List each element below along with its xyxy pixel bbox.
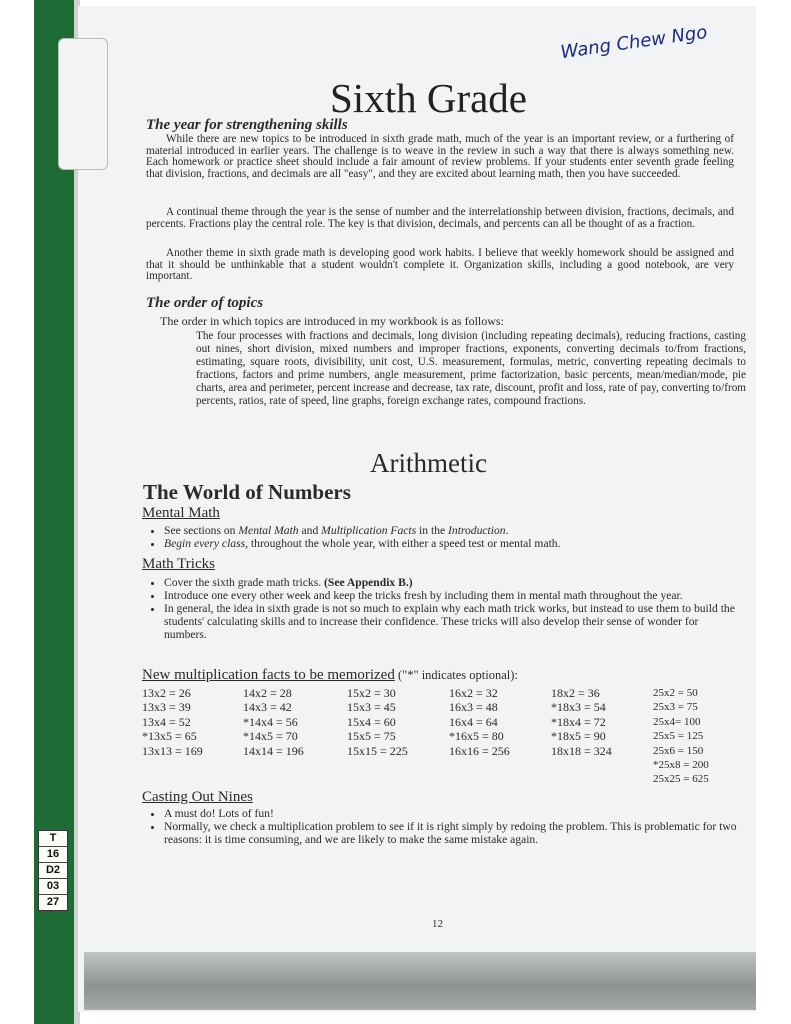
spine-label-line: 27: [39, 894, 67, 910]
fact: 16x16 = 256: [449, 743, 510, 758]
fact: 13x13 = 169: [142, 743, 203, 758]
section-heading: The World of Numbers: [143, 480, 351, 504]
bullet-list: [142, 807, 744, 846]
fact: 15x3 = 45: [347, 700, 396, 715]
fact: 14x2 = 28: [243, 686, 292, 700]
facts-column: [347, 686, 408, 758]
fact: *18x5 = 90: [551, 729, 606, 744]
list-item: [164, 576, 744, 589]
spine-label-line: 16: [39, 846, 67, 862]
bullet-text: throughout the whole year, with either a speed test or mental math.: [248, 537, 561, 550]
chapter-heading: Arithmetic: [370, 448, 487, 478]
page-number: 12: [432, 918, 443, 930]
subheading-math-tricks: Math Tricks: [142, 556, 215, 572]
fact: 14x14 = 196: [243, 743, 304, 758]
fact: 13x4 = 52: [142, 714, 191, 729]
fact: 15x5 = 75: [347, 729, 396, 744]
bullet-text: and: [298, 524, 322, 537]
fact: 18x18 = 324: [551, 743, 612, 758]
handwritten-signature: Wang Chew Ngo: [559, 21, 709, 64]
fact: *13x5 = 65: [142, 729, 197, 744]
bullet-text: .: [505, 524, 509, 537]
bullet-emphasis: Introduction: [448, 524, 506, 537]
fact: 15x2 = 30: [347, 686, 396, 700]
facts-column: [653, 686, 709, 787]
fact: 16x2 = 32: [449, 686, 498, 700]
mult-facts-heading: [142, 666, 518, 684]
facts-column: [243, 686, 304, 758]
topics-list: The four processes with fractions and decimals, long division (including repeating decimals), reducing fractions, casting out nines, short division, mixed numbers and improper fractions, exponents, converting decimals to/from fractions, estimating, square roots, divisibility, unit cost, U.S. measurement, formulas, metric, converting repeating decimals to fractions, factors and prime numbers, angle measurement, prime factorization, basic percents, mean/median/mode, pie charts, area and perimeter, percent increase and decrease, tax rate, discount, profit and loss, rate of pay, converting to/from percents, ratios, rate of speed, line graphs, foreign exchange rates, compound fractions.: [196, 330, 746, 407]
bullet-emphasis: Mental Math: [238, 524, 299, 537]
subheading-casting-out-nines: Casting Out Nines: [142, 789, 253, 805]
facts-column: [551, 686, 612, 758]
fact: 15x15 = 225: [347, 743, 408, 758]
fact: 15x4 = 60: [347, 714, 396, 729]
fact: 16x4 = 64: [449, 714, 498, 729]
page-title: Sixth Grade: [330, 75, 527, 121]
fact: 13x3 = 39: [142, 700, 191, 715]
list-item: [164, 524, 744, 537]
subheading-mental-math: Mental Math: [142, 505, 220, 521]
mult-facts-note: ("*" indicates optional):: [394, 668, 518, 682]
section-heading-year: The year for strengthening skills: [146, 117, 348, 133]
bullet-text: See sections on: [164, 524, 239, 537]
fact: 25x4= 100: [653, 715, 701, 728]
paragraph: A continual theme through the year is the sense of number and the interrelationship between division, fractions, decimals, and percents. Fractions play the central role. The key is that division, decimals, and percents can all be thought of as a fraction.: [146, 206, 734, 230]
list-item: • In general, the idea in sixth grade is not so much to explain why each math trick works, but instead to use them to build the students' calculating skills and to increase their confidence. These tricks will also develop their sense of wonder for numbers.: [164, 602, 744, 641]
fact: *14x4 = 56: [243, 714, 298, 729]
paragraph: While there are new topics to be introduced in sixth grade math, much of the year is an important review, or a furthering of material introduced in earlier years. The challenge is to weave in the review in such a way that there is always something new. Each homework or practice sheet should include a fair amount of review problems. If your students enter seventh grade feeling that division, fractions, and decimals are all "easy", and they are excited about learning math, then you have succeeded.: [146, 133, 734, 181]
fact: *14x5 = 70: [243, 729, 298, 744]
fact: *18x4 = 72: [551, 714, 606, 729]
list-item: • A must do! Lots of fun!: [164, 807, 744, 820]
fact: 25x3 = 75: [653, 701, 698, 714]
section-heading-order: The order of topics: [146, 295, 264, 311]
paragraph: Another theme in sixth grade math is developing good work habits. I believe that weekly homework should be assigned and that it should be unthinkable that a student wouldn't complete it. Organization skills, including a good notebook, are very important.: [146, 247, 734, 283]
fact: *16x5 = 80: [449, 729, 504, 744]
spine-label-line: 03: [39, 878, 67, 894]
bullet-text: in the: [416, 524, 449, 537]
fact: 14x3 = 42: [243, 700, 292, 715]
fact: 18x2 = 36: [551, 686, 600, 700]
fact: 25x2 = 50: [653, 687, 698, 699]
scan-shadow: [84, 952, 756, 1010]
fact: 13x2 = 26: [142, 686, 191, 700]
paragraph: The order in which topics are introduced in my workbook is as follows:: [160, 314, 504, 328]
library-spine-label: [38, 830, 68, 911]
bullet-list: [142, 524, 744, 550]
facts-column: [449, 686, 510, 758]
list-item: • Normally, we check a multiplication problem to see if it is right simply by redoing the problem. This is problematic for two reasons: it is time consuming, and we are likely to make the same mistake again.: [164, 820, 744, 846]
list-item: • Introduce one every other week and keep the tricks fresh by including them in mental math throughout the year.: [164, 589, 744, 602]
spine-label-line: T: [49, 832, 57, 844]
fact: 25x25 = 625: [653, 773, 709, 786]
fact: 25x6 = 150: [653, 744, 704, 757]
bullet-emphasis: Begin every class,: [164, 537, 249, 550]
facts-column: [142, 686, 203, 758]
list-item: [164, 537, 744, 550]
fact: 25x5 = 125: [653, 730, 704, 743]
spine-label-line: D2: [39, 862, 67, 878]
page-tab: [58, 38, 108, 170]
fact: *25x8 = 200: [653, 759, 709, 772]
fact: *18x3 = 54: [551, 700, 606, 715]
bullet-emphasis: (See Appendix B.): [324, 576, 413, 589]
fact: 16x3 = 48: [449, 700, 498, 715]
bullet-text: Cover the sixth grade math tricks.: [164, 576, 325, 589]
bullet-list: [142, 576, 744, 641]
mult-facts-title: New multiplication facts to be memorized: [142, 667, 395, 683]
bullet-emphasis: Multiplication Facts: [321, 524, 417, 537]
